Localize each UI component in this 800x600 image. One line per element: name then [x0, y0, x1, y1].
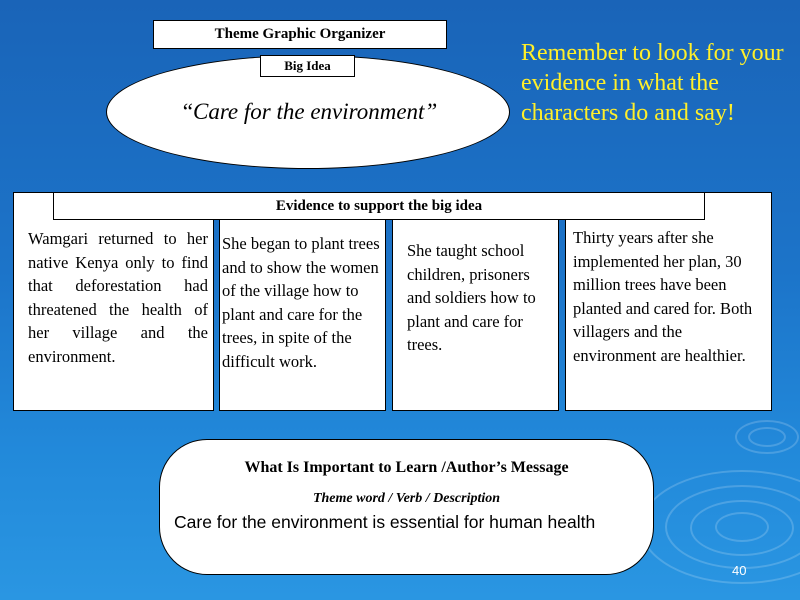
author-message-text: Care for the environment is essential for human health: [174, 512, 596, 532]
evidence-text: Thirty years after she implemented her plan, 30 million trees have been planted and cared for. Both villagers and the environment are healthier.: [573, 228, 753, 365]
author-message-box: [159, 439, 654, 575]
open-quote: “: [182, 99, 193, 124]
page-number: 40: [732, 563, 747, 578]
big-idea-label: Big Idea: [260, 55, 355, 77]
page-title: Theme Graphic Organizer: [153, 20, 447, 49]
evidence-column-3: [392, 192, 559, 411]
author-message-title: What Is Important to Learn /Author’s Message: [244, 459, 569, 476]
evidence-column-4: [565, 192, 772, 411]
evidence-label: Evidence to support the big idea: [53, 192, 705, 220]
evidence-column-2: [219, 192, 386, 411]
evidence-text: She taught school children, prisoners and soldiers how to plant and care for trees.: [407, 241, 536, 354]
ripple-decoration: [715, 512, 769, 542]
big-idea-text: [130, 97, 490, 127]
reminder-text: Remember to look for your evidence in what the characters do and say!: [521, 40, 784, 126]
ripple-decoration: [748, 427, 786, 447]
close-quote: ”: [424, 99, 438, 124]
evidence-column-1: [13, 192, 214, 411]
big-idea-phrase: Care for the environment: [192, 99, 425, 124]
evidence-text: She began to plant trees and to show the women of the village how to plant and care for the trees, in spite of the difficult work.: [222, 234, 380, 371]
evidence-text: Wamgari returned to her native Kenya only to find that deforestation had threatened the health of her village and the environment.: [28, 229, 208, 366]
author-message-subtitle: Theme word / Verb / Description: [312, 491, 501, 506]
